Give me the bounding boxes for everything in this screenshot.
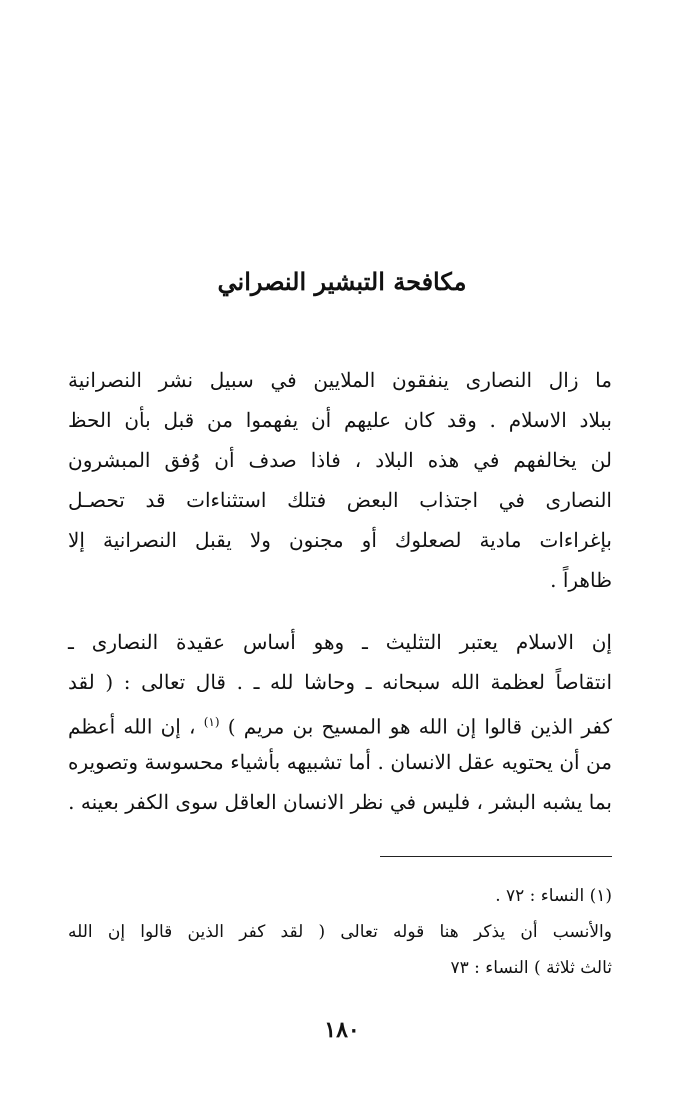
paragraph-line: بإغراءات مادية لصعلوك أو مجنون ولا يقبل النصرانية إلا [68, 528, 612, 552]
paragraph-line: ظاهراً . [550, 568, 612, 592]
paragraph-line: ببلاد الاسلام . وقد كان عليهم أن يفهموا من قبل بأن الحظ [68, 408, 612, 432]
paragraph-line: إن الاسلام يعتبر التثليث ـ وهو أساس عقيدة النصارى ـ [68, 630, 612, 654]
paragraph-line: انتقاصاً لعظمة الله سبحانه ـ وحاشا لله ـ . قال تعالى : ( لقد [68, 670, 613, 694]
footnote-line: ثالث ثلاثة ) النساء : ٧٣ [450, 958, 612, 978]
footnote-divider [380, 856, 612, 857]
chapter-title: مكافحة التبشير النصراني [217, 267, 467, 296]
paragraph-1 [68, 360, 612, 600]
paragraph-line: ما زال النصارى ينفقون الملايين في سبيل نشر النصرانية [68, 368, 612, 392]
page-number: ١٨٠ [324, 1017, 360, 1043]
paragraph-line-tail: ، إن الله أعظم [68, 714, 196, 739]
paragraph-line-text: كفر الذين قالوا إن الله هو المسيح بن مريم ) [227, 714, 613, 739]
paragraph-line: لن يخالفهم في هذه البلاد ، فاذا صدف أن وُفق المبشرون [68, 448, 612, 472]
footnote-line: والأنسب أن يذكر هنا قوله تعالى ( لقد كفر الذين قالوا إن الله [68, 922, 612, 942]
footnote-reference: (١) [203, 715, 220, 729]
paragraph-line: النصارى في اجتذاب البعض فتلك استثناءات قد تحصـل [68, 488, 612, 512]
paragraph-2 [68, 622, 612, 822]
footnote-line: (١) النساء : ٧٢ . [495, 886, 612, 906]
paragraph-line: بما يشبه البشر ، فليس في نظر الانسان العاقل سوى الكفر بعينه . [68, 790, 612, 814]
paragraph-line: من أن يحتويه عقل الانسان . أما تشبيهه بأشياء محسوسة وتصويره [68, 750, 612, 774]
footnotes [68, 878, 612, 986]
paragraph-line-with-footnote [68, 702, 612, 742]
